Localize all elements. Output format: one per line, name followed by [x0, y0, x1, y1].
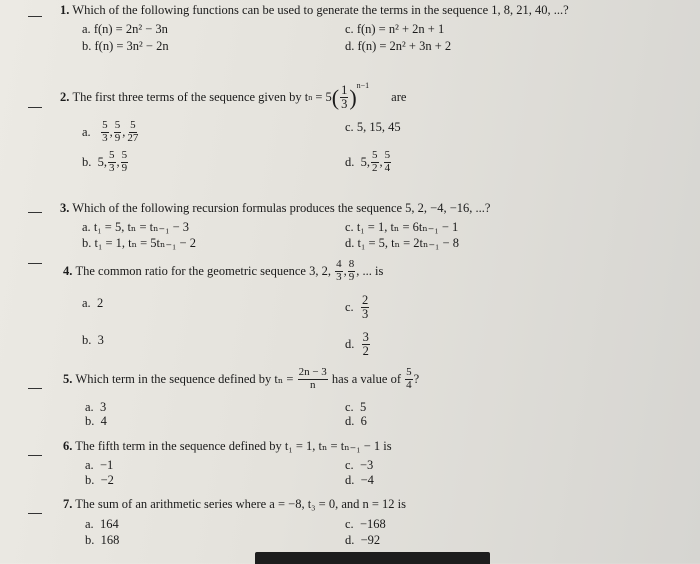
- answer-blank-1[interactable]: [28, 16, 42, 17]
- question-6-stem: 6. The fifth term in the sequence defined by t₁ = 1, tₙ = tₙ₋₁ − 1 is: [63, 439, 392, 453]
- question-2-stem: 2. The first three terms of the sequence given by t n = 5 ( $\frac{1}{3}$ ) $^{n-1}$ are: [60, 81, 407, 112]
- q1-option-b: b. f(n) = 3n² − 2n: [82, 39, 169, 53]
- q1-option-c: c. f(n) = n² + 2n + 1: [345, 22, 445, 36]
- q2-option-c: c. 5, 15, 45: [345, 120, 401, 134]
- q3-option-d: d. t₁ = 5, tₙ = 2tₙ₋₁ − 8: [345, 236, 459, 250]
- q5-option-c: c. 5: [345, 400, 367, 414]
- answer-blank-6[interactable]: [28, 455, 42, 456]
- q7-option-a: a. 164: [85, 517, 119, 531]
- q2-option-d: d. 5, $\frac{5}{2}$ , $\frac{5}{4}$: [345, 149, 391, 174]
- bottom-edge-bar: [255, 552, 490, 564]
- q2-option-b: b. 5, $\frac{5}{3}$ , $\frac{5}{9}$: [82, 149, 128, 174]
- question-7-stem: 7. The sum of an arithmetic series where a = −8, t₃ = 0, and n = 12 is: [63, 497, 407, 511]
- q1-option-d: d. f(n) = 2n² + 3n + 2: [345, 39, 452, 53]
- q4-option-a: a. 2: [82, 296, 104, 310]
- q3-option-b: b. t₁ = 1, tₙ = 5tₙ₋₁ − 2: [82, 236, 196, 250]
- q6-option-c: c. −3: [345, 458, 374, 472]
- q4-option-d: d. $\frac{3}{2}$: [345, 330, 369, 359]
- answer-blank-3[interactable]: [28, 212, 42, 213]
- q5-option-d: d. 6: [345, 414, 367, 428]
- q6-option-d: d. −4: [345, 473, 374, 487]
- q3-option-a: a. t₁ = 5, tₙ = tₙ₋₁ − 3: [82, 220, 190, 234]
- question-1-stem: 1. Which of the following functions can be used to generate the terms in the sequence 1, 8, 21, 40, ...?: [60, 3, 569, 17]
- q5-option-a: a. 3: [85, 400, 107, 414]
- answer-blank-7[interactable]: [28, 513, 42, 514]
- q2-option-a: a. $\frac{5}{3}$ , $\frac{5}{9}$ , $\frac{5}{27}$: [82, 119, 139, 144]
- question-5-stem: 5. Which term in the sequence defined by tₙ = $\frac{2n - 3}{n}$ has a value of $\frac{5}{4}$ ?: [63, 366, 420, 391]
- q1-option-a: a. f(n) = 2n² − 3n: [82, 22, 168, 36]
- q3-option-c: c. t₁ = 1, tₙ = 6tₙ₋₁ − 1: [345, 220, 459, 234]
- answer-blank-5[interactable]: [28, 388, 42, 389]
- q6-option-b: b. −2: [85, 473, 114, 487]
- q5-option-b: b. 4: [85, 414, 107, 428]
- q7-option-c: c. −168: [345, 517, 386, 531]
- q4-option-b: b. 3: [82, 333, 104, 347]
- q4-option-c: c. $\frac{2}{3}$: [345, 293, 369, 322]
- q6-option-a: a. −1: [85, 458, 114, 472]
- answer-blank-4[interactable]: [28, 263, 42, 264]
- question-4-stem: 4. The common ratio for the geometric sequence 3, 2, $\frac{4}{3}$ , $\frac{8}{9}$ , ... is: [63, 258, 384, 283]
- q7-option-d: d. −92: [345, 533, 381, 547]
- q7-option-b: b. 168: [85, 533, 120, 547]
- answer-blank-2[interactable]: [28, 107, 42, 108]
- question-3-stem: 3. Which of the following recursion formulas produces the sequence 5, 2, −4, −16, ...?: [60, 201, 491, 215]
